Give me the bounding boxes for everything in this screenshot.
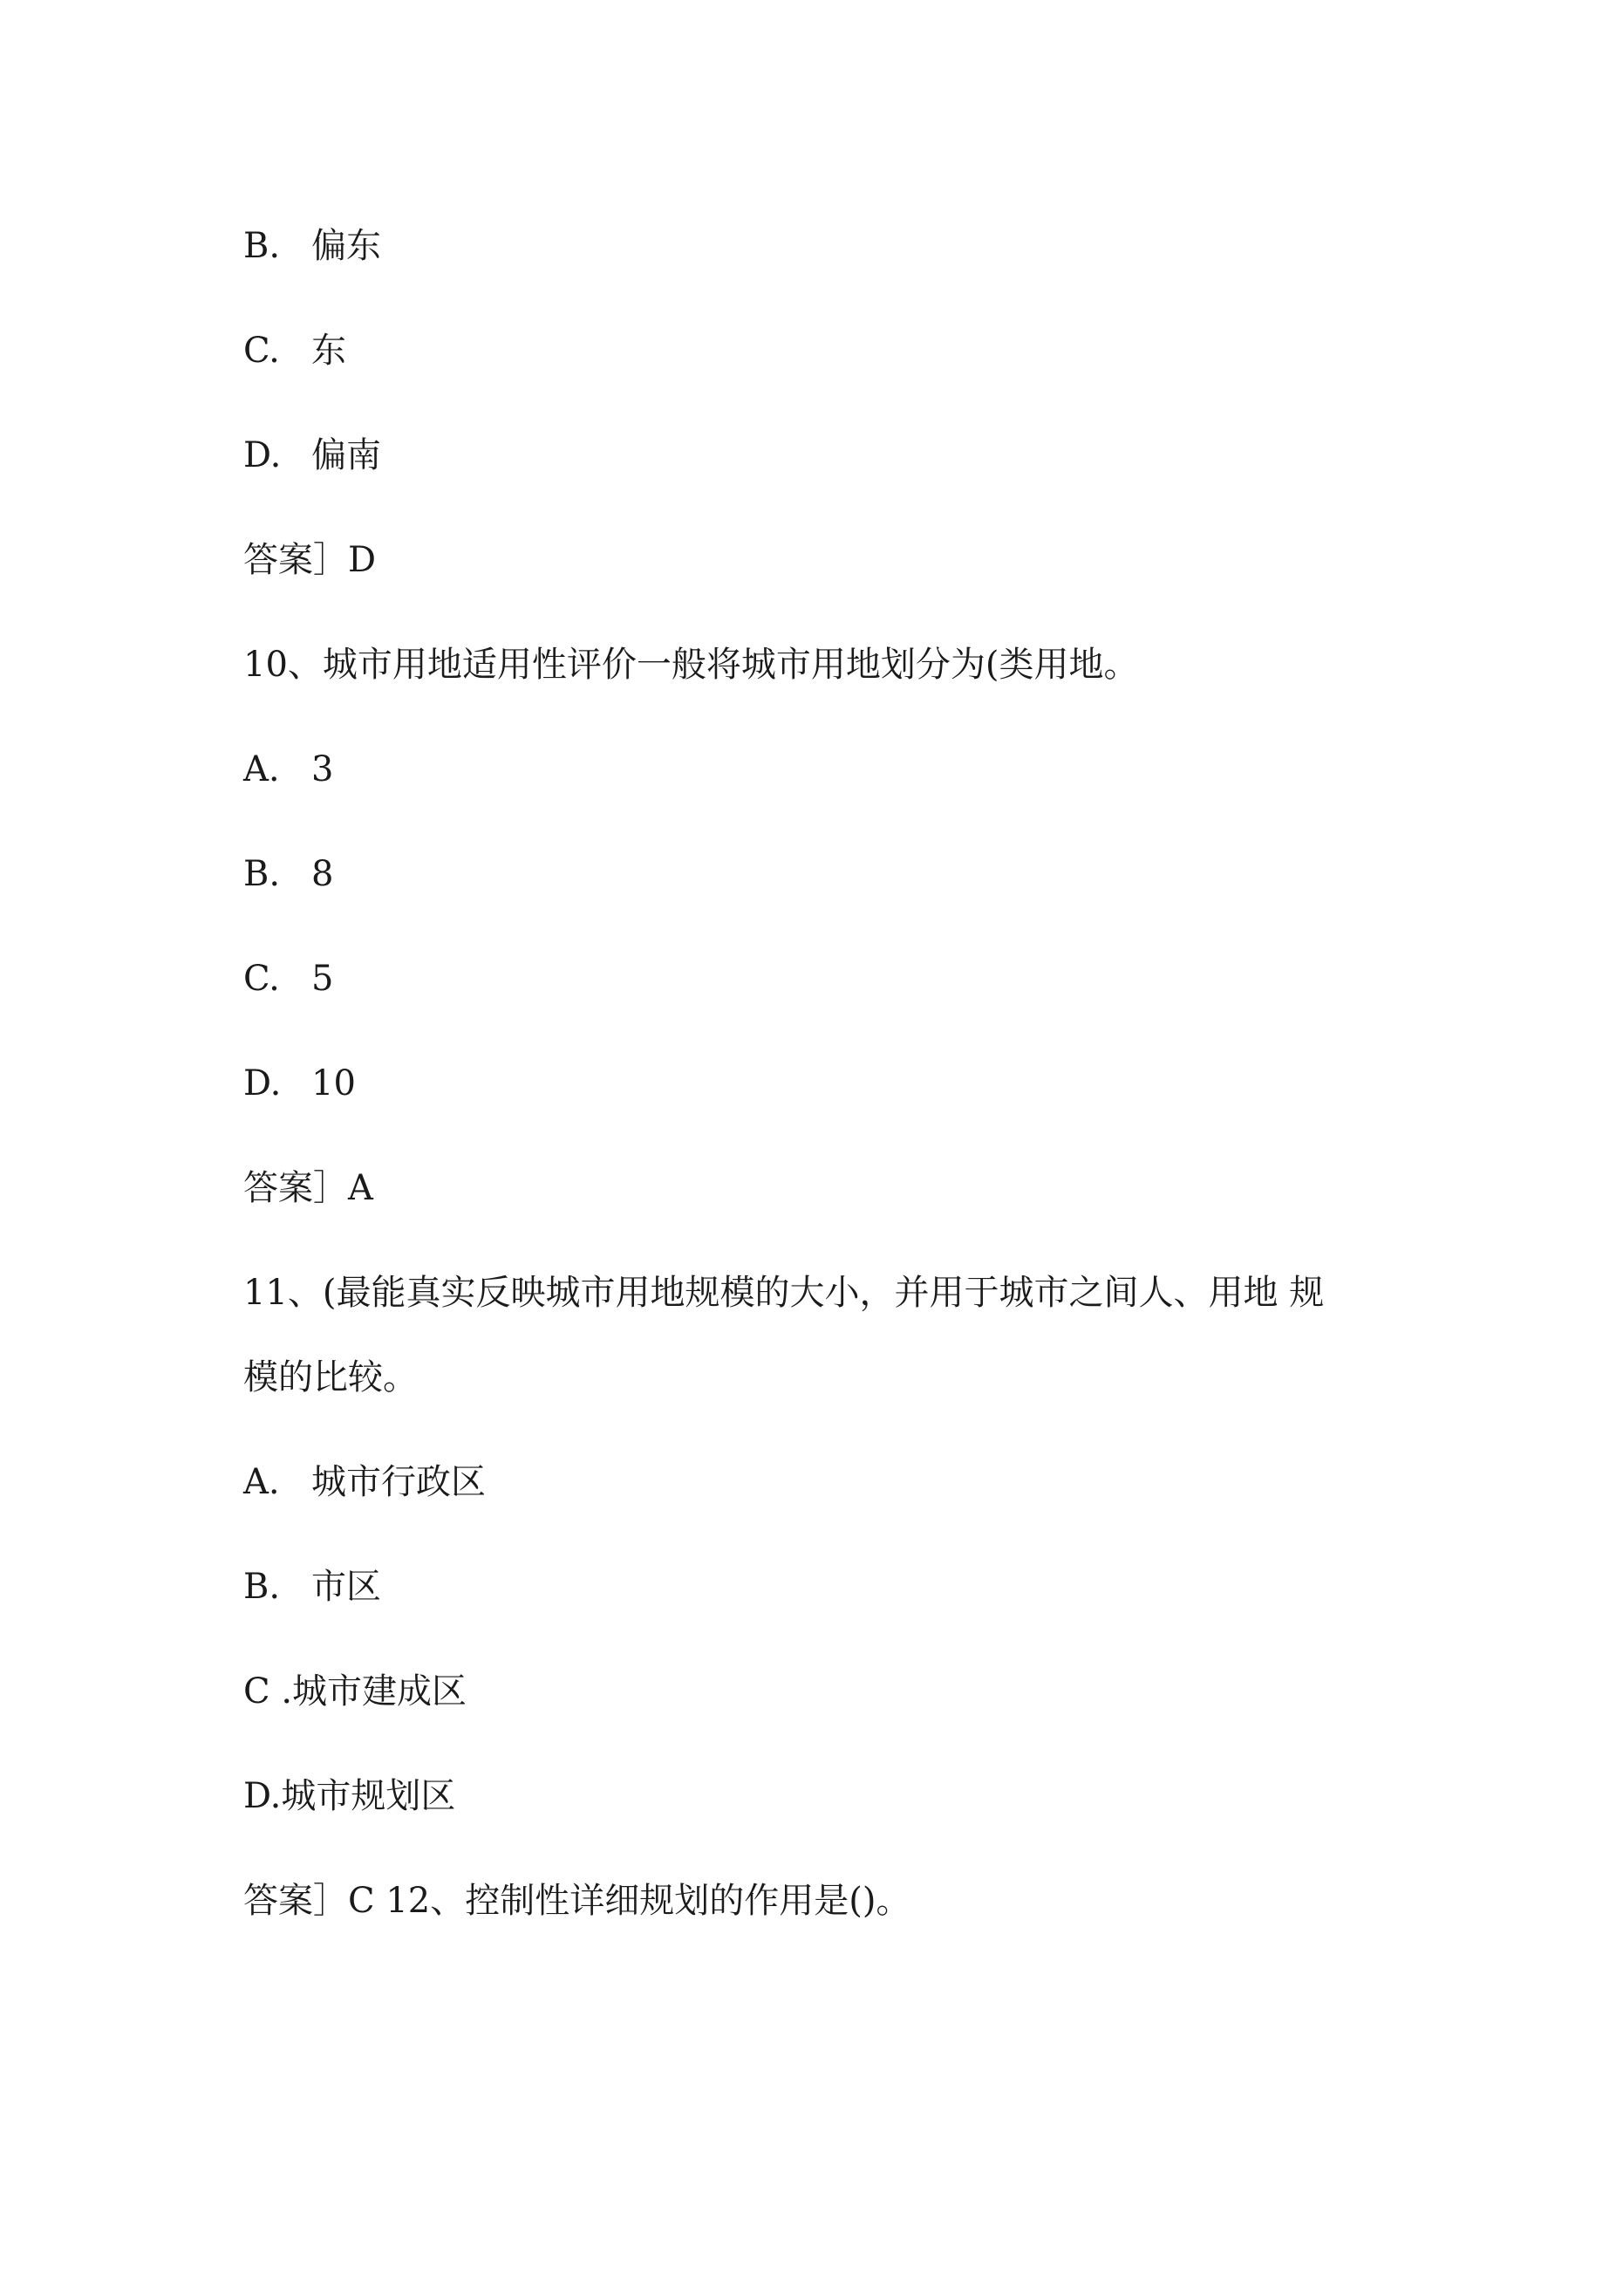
option-text: 城市行政区 [311, 1462, 486, 1502]
option-text: 3 [311, 749, 334, 789]
option-text: 8 [311, 854, 334, 894]
option-text: 偏东 [311, 226, 381, 266]
option-text: 市区 [311, 1567, 381, 1607]
question-text: 10、城市用地适用性评价一般将城市用地划分为(类用地。 [243, 645, 1139, 685]
option-line [243, 1461, 486, 1503]
option-letter: A. [243, 749, 280, 789]
option-letter: B. [243, 1567, 281, 1607]
option-line: C .城市建成区 [243, 1671, 467, 1712]
option-line [243, 225, 381, 267]
option-letter: C. [243, 331, 280, 371]
option-line: D.城市规划区 [243, 1776, 456, 1816]
option-line [243, 748, 333, 790]
option-letter: A. [243, 1462, 280, 1502]
option-line [243, 958, 333, 1000]
option-line [243, 1566, 381, 1608]
option-line [243, 330, 346, 372]
option-letter: D. [243, 1063, 282, 1104]
option-text: 偏南 [311, 435, 381, 475]
option-letter: D. [243, 435, 282, 475]
answer-line: 答案］D [243, 540, 377, 580]
option-letter: B. [243, 226, 281, 266]
question-text: 11、(最能真实反映城市用地规模的大小，并用于城市之间人、用地 规 [243, 1273, 1325, 1313]
option-line [243, 1063, 356, 1104]
option-text: 东 [311, 331, 346, 371]
answer-line: 答案］C 12、控制性详细规划的作用是()。 [243, 1881, 911, 1921]
option-line [243, 434, 381, 476]
option-text: 10 [311, 1063, 356, 1104]
question-text-continued: 模的比较。 [243, 1357, 418, 1397]
option-line [243, 853, 333, 895]
option-text: 5 [311, 959, 334, 999]
option-letter: C. [243, 959, 280, 999]
option-letter: B. [243, 854, 281, 894]
answer-line: 答案］A [243, 1168, 373, 1208]
